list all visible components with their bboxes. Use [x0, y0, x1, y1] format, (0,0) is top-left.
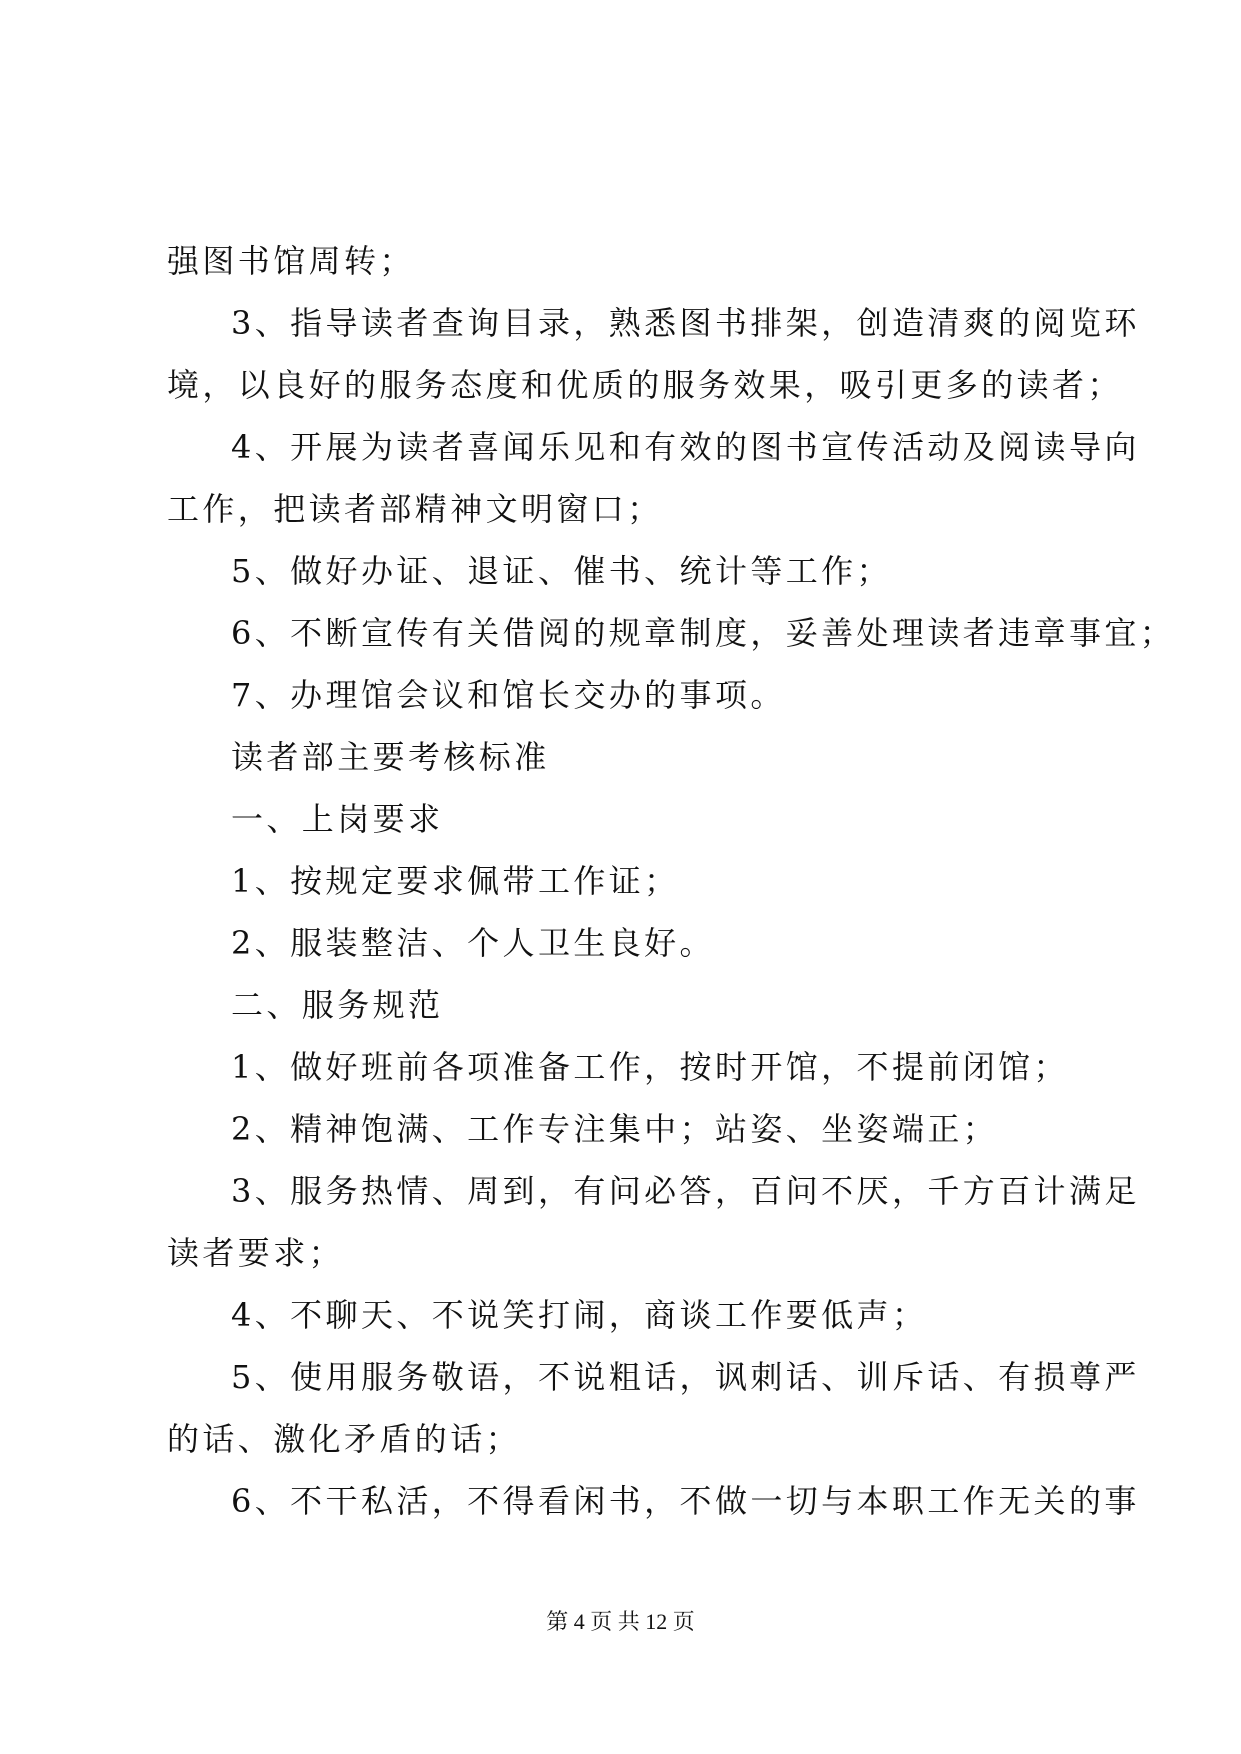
paragraph-line: 6、不断宣传有关借阅的规章制度，妥善处理读者违章事宜；: [231, 614, 1176, 652]
page-number-footer: 第 4 页 共 12 页: [546, 1609, 695, 1634]
paragraph-line: 2、服装整洁、个人卫生良好。: [231, 924, 715, 962]
paragraph-line: 3、指导读者查询目录，熟悉图书排架，创造清爽的阅览环: [231, 304, 1140, 342]
paragraph-line: 4、开展为读者喜闻乐见和有效的图书宣传活动及阅读导向: [231, 428, 1140, 466]
paragraph-line: 工作，把读者部精神文明窗口；: [167, 490, 663, 528]
section-heading: 一、上岗要求: [231, 800, 444, 838]
paragraph-line: 1、做好班前各项准备工作，按时开馆，不提前闭馆；: [231, 1048, 1069, 1086]
paragraph-line: 境，以良好的服务态度和优质的服务效果，吸引更多的读者；: [167, 366, 1123, 404]
paragraph-line: 5、做好办证、退证、催书、统计等工作；: [231, 552, 892, 590]
section-heading: 二、服务规范: [231, 986, 444, 1024]
paragraph-line: 6、不干私活，不得看闲书，不做一切与本职工作无关的事: [231, 1482, 1140, 1520]
paragraph-line: 2、精神饱满、工作专注集中；站姿、坐姿端正；: [231, 1110, 999, 1148]
section-heading: 读者部主要考核标准: [231, 738, 550, 776]
paragraph-line: 5、使用服务敬语，不说粗话，讽刺话、训斥话、有损尊严: [231, 1358, 1140, 1396]
paragraph-line: 7、办理馆会议和馆长交办的事项。: [231, 676, 786, 714]
paragraph-line: 强图书馆周转；: [167, 242, 415, 280]
paragraph-line: 1、按规定要求佩带工作证；: [231, 862, 680, 900]
paragraph-line: 读者要求；: [167, 1234, 345, 1272]
paragraph-line: 3、服务热情、周到，有问必答，百问不厌，千方百计满足: [231, 1172, 1140, 1210]
paragraph-line: 4、不聊天、不说笑打闹，商谈工作要低声；: [231, 1296, 928, 1334]
paragraph-line: 的话、激化矛盾的话；: [167, 1420, 522, 1458]
document-body: [167, 230, 1176, 1532]
